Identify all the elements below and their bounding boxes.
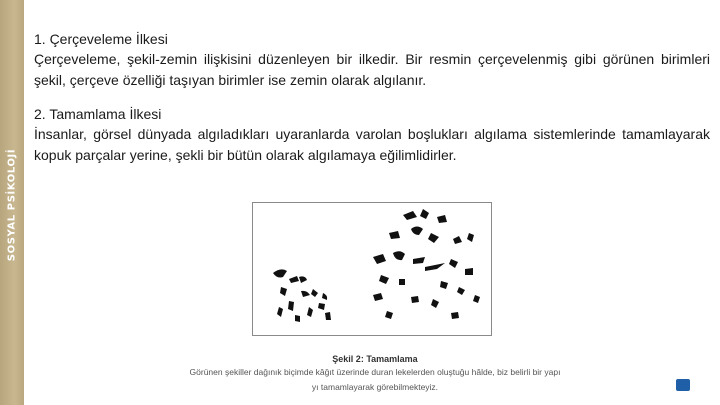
figure-blob <box>425 263 445 271</box>
figure-blob <box>311 289 318 297</box>
figure-blob <box>465 268 473 275</box>
figure-blob <box>280 287 287 296</box>
figure-blob <box>453 236 462 244</box>
figure-blob <box>411 227 423 236</box>
figure-blob <box>385 311 393 319</box>
figure-blob <box>373 254 386 264</box>
closure-illustration <box>253 203 493 337</box>
figure-blob <box>301 291 310 297</box>
figure-blob <box>431 299 439 308</box>
figure-blob <box>325 312 331 320</box>
figure-blob <box>457 287 465 295</box>
section-title: 1. Çerçeveleme İlkesi <box>34 31 168 47</box>
figure-blob <box>437 215 447 223</box>
figure-blob <box>273 269 287 277</box>
figure-blob <box>428 233 439 243</box>
caption-line-2: yı tamamlayarak görebilmekteyiz. <box>311 382 439 392</box>
section-body: Çerçeveleme, şekil-zemin ilişkisini düzenleyen bir ilkedir. Bir resmin çerçevelenmiş gibi görünen birimleri şekil, çerçeve özelliği taşıyan birimler ise zemin olarak algılanır. <box>34 51 710 88</box>
figure-blob <box>420 209 429 219</box>
section-title: 2. Tamamlama İlkesi <box>34 106 162 122</box>
figure-blob <box>440 281 448 289</box>
figure-blob <box>373 293 383 301</box>
figure-blob <box>288 301 294 311</box>
figure-caption <box>130 353 620 395</box>
figure-blob <box>307 307 313 317</box>
figure-blob <box>467 233 474 242</box>
figure-blob <box>379 275 389 284</box>
figure-blob <box>449 259 458 268</box>
section-framing <box>34 30 710 91</box>
sidebar-label: SOSYAL PSİKOLOJİ <box>6 148 18 262</box>
publisher-logo-icon <box>676 379 690 391</box>
figure-blob <box>295 315 300 322</box>
figure-blob <box>399 279 405 285</box>
closure-figure <box>252 202 492 336</box>
figure-blob <box>389 231 400 239</box>
figure-blob <box>393 251 405 260</box>
figure-blob <box>289 276 299 283</box>
content <box>34 30 710 180</box>
figure-blob <box>322 293 327 300</box>
figure-blob <box>473 295 480 303</box>
sidebar <box>0 0 24 405</box>
figure-blob <box>299 276 307 283</box>
figure-blob <box>413 257 425 264</box>
figure-blob <box>411 296 419 303</box>
figure-blob <box>318 303 325 310</box>
caption-title: Şekil 2: Tamamlama <box>332 354 418 364</box>
section-closure <box>34 105 710 166</box>
caption-line-1: Görünen şekiller dağınık biçimde kâğıt üzerinde duran lekelerden oluştuğu hâlde, biz belirli bir yapı <box>189 367 561 377</box>
figure-blob <box>403 211 417 220</box>
figure-blob <box>451 312 459 319</box>
figure-blob <box>277 307 283 317</box>
section-body: İnsanlar, görsel dünyada algıladıkları uyaranlarda varolan boşlukları algılama sistemlerinde tamamlayarak kopuk parçalar yerine, şekli bir bütün olarak algılamaya eğilimlidirler. <box>34 126 710 163</box>
